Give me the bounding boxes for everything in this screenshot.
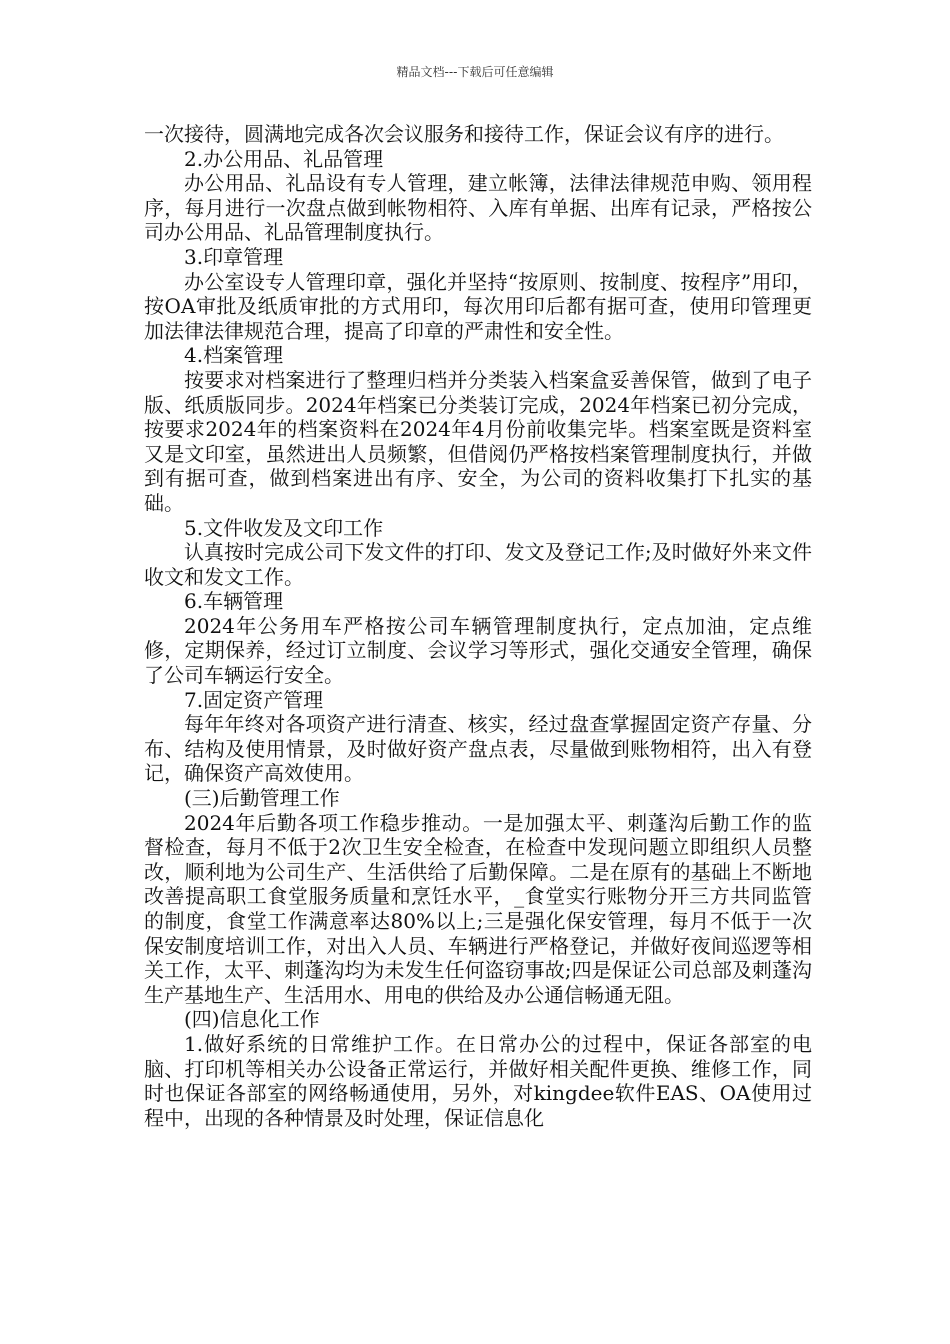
section-heading: 2.办公用品、礼品管理 bbox=[184, 146, 384, 171]
paragraph: 认真按时完成公司下发文件的打印、发文及登记工作;及时做好外来文件收文和发文工作。 bbox=[144, 540, 812, 589]
section-heading: 6.车辆管理 bbox=[184, 589, 284, 614]
paragraph: 办公用品、礼品设有专人管理，建立帐簿，法律法律规范申购、领用程序，每月进行一次盘点做到帐物相符、入库有单据、出库有记录，严格按公司办公用品、礼品管理制度执行。 bbox=[144, 171, 812, 245]
section-heading: (四)信息化工作 bbox=[184, 1007, 320, 1032]
section-heading: 4.档案管理 bbox=[184, 343, 284, 368]
section-heading: 3.印章管理 bbox=[184, 244, 284, 269]
section-heading: (三)后勤管理工作 bbox=[184, 786, 340, 811]
paragraph: 一次接待，圆满地完成各次会议服务和接待工作，保证会议有序的进行。 bbox=[144, 122, 784, 146]
section-heading: 5.文件收发及文印工作 bbox=[184, 515, 384, 540]
paragraph: 每年年终对各项资产进行清查、核实，经过盘查掌握固定资产存量、分布、结构及使用情景，及时做好资产盘点表，尽量做到账物相符，出入有登记，确保资产高效使用。 bbox=[144, 712, 812, 786]
page-header: 精品文档---下载后可任意编辑 bbox=[396, 65, 554, 79]
paragraph: 办公室设专人管理印章，强化并坚持“按原则、按制度、按程序”用印，按OA审批及纸质审批的方式用印，每次用印后都有据可查，使用印管理更加法律法律规范合理，提高了印章的严肃性和安全性。 bbox=[144, 269, 812, 343]
paragraph: 按要求对档案进行了整理归档并分类装入档案盒妥善保管，做到了电子版、纸质版同步。2024年档案已分类装订完成，2024年档案已初分完成，按要求2024年的档案资料在2024年4月份前收集完毕。档案室既是资料室又是文印室，虽然进出人员频繁，但借阅仍严格按档案管理制度执行，并做到有据可查，做到档案进出有序、安全，为公司的资料收集打下扎实的基础。 bbox=[144, 367, 812, 515]
section-heading: 7.固定资产管理 bbox=[184, 687, 324, 712]
paragraph: 2024年后勤各项工作稳步推动。一是加强太平、刺蓬沟后勤工作的监督检查，每月不低于2次卫生安全检查，在检查中发现问题立即组织人员整改，顺利地为公司生产、生活供给了后勤保障。二是在原有的基础上不断地改善提高职工食堂服务质量和烹饪水平，_食堂实行账物分开三方共同监管的制度，食堂工作满意率达80%以上;三是强化保安管理，每月不低于一次保安制度培训工作，对出入人员、车辆进行严格登记，并做好夜间巡逻等相关工作，太平、刺蓬沟均为未发生任何盗窃事故;四是保证公司总部及刺蓬沟生产基地生产、生活用水、用电的供给及办公通信畅通无阻。 bbox=[144, 810, 812, 1007]
document-body bbox=[144, 122, 812, 1130]
paragraph: 2024年公务用车严格按公司车辆管理制度执行，定点加油，定点维修，定期保养，经过订立制度、会议学习等形式，强化交通安全管理，确保了公司车辆运行安全。 bbox=[144, 613, 812, 688]
paragraph: 1.做好系统的日常维护工作。在日常办公的过程中，保证各部室的电脑、打印机等相关办公设备正常运行，并做好相关配件更换、维修工作，同时也保证各部室的网络畅通使用，另外，对kingdee软件EAS、OA使用过程中，出现的各种情景及时处理，保证信息化 bbox=[144, 1031, 812, 1130]
